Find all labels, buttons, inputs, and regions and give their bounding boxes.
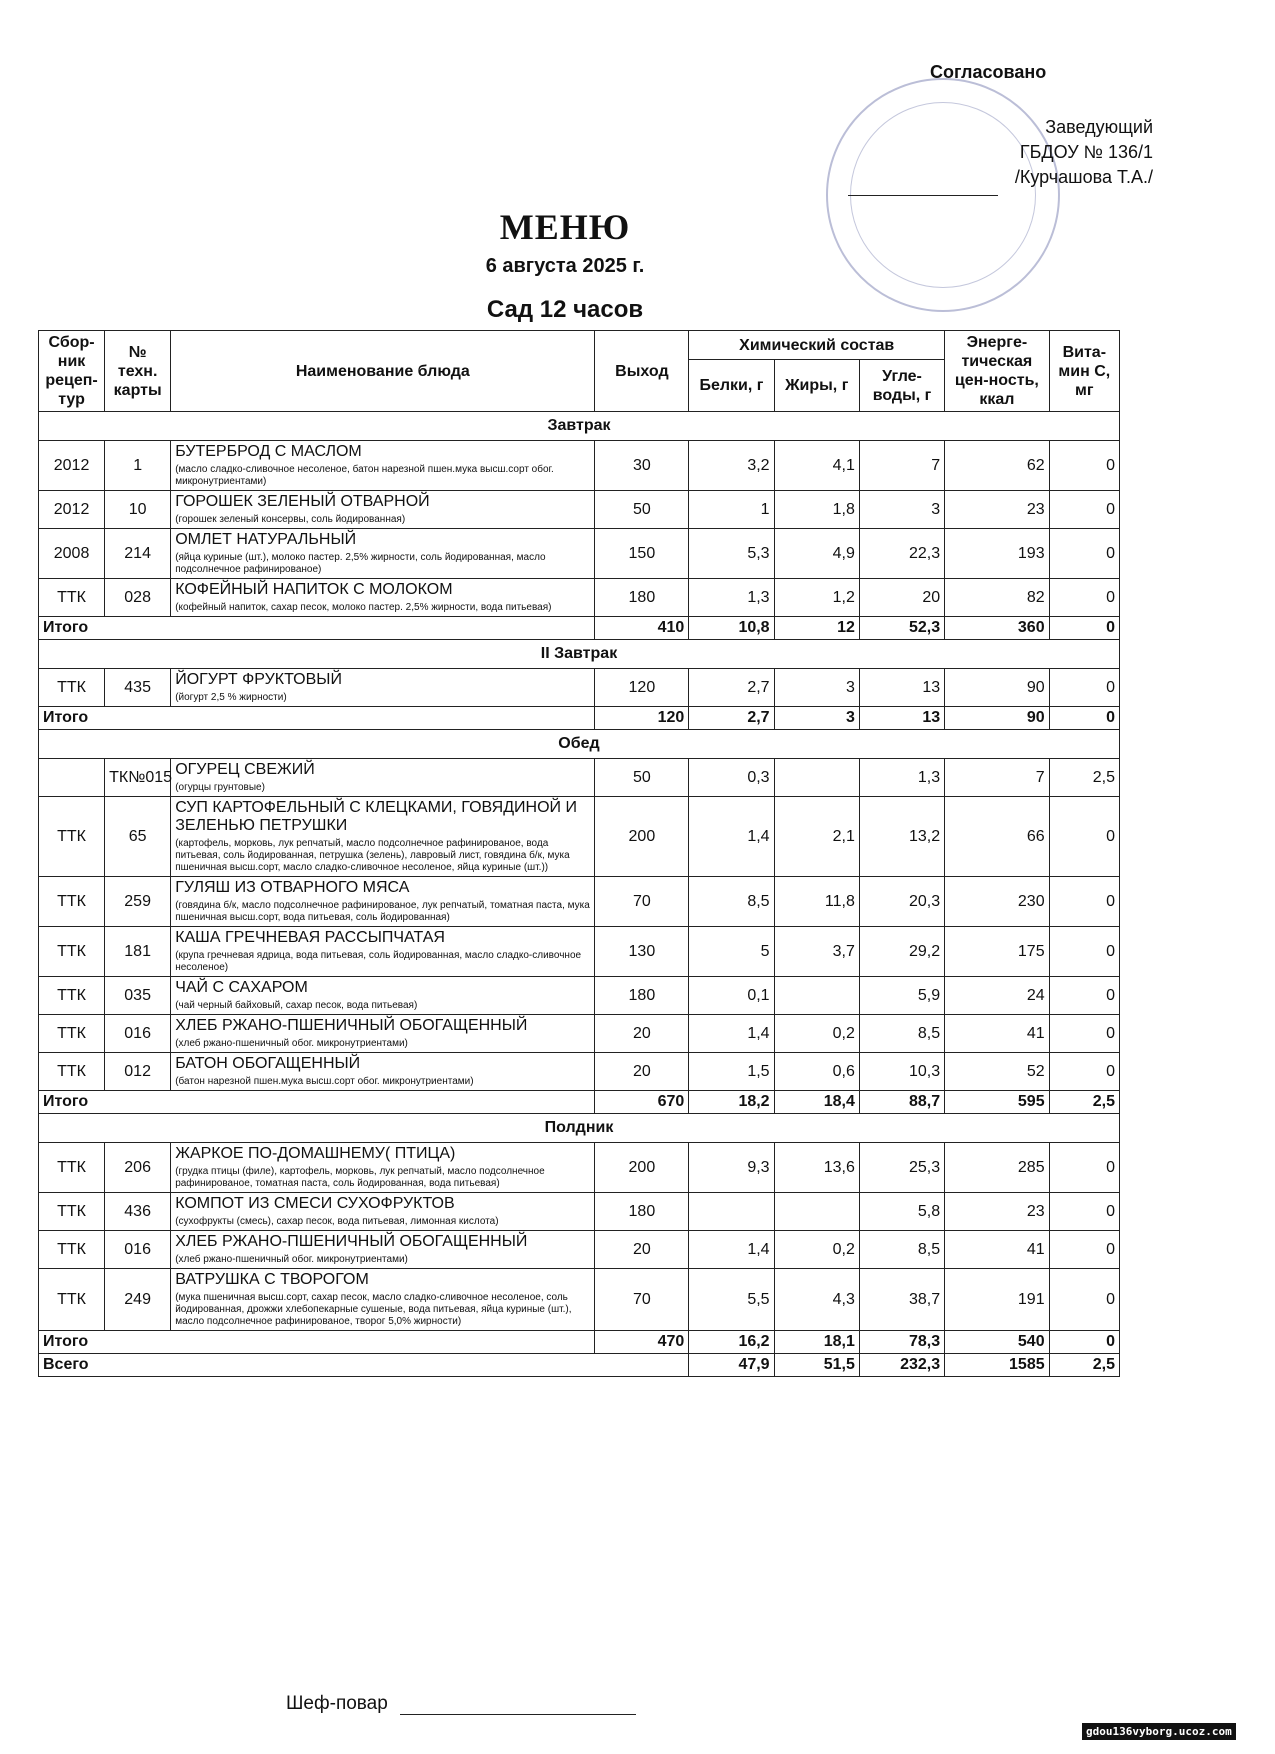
chef-label: Шеф-повар [286,1693,388,1714]
tech-card-number: 436 [105,1193,171,1231]
dish-row [39,669,1120,707]
vitamin-value: 0 [1049,1193,1119,1231]
total-row [39,707,1120,730]
recipe-collection: ТТК [39,977,105,1015]
total-fat: 3 [774,707,859,730]
menu-body [39,412,1120,1377]
dish-name: БУТЕРБРОД С МАСЛОМ [175,443,362,460]
energy-value: 23 [945,1193,1049,1231]
dish-cell [171,759,595,797]
fat-value: 0,2 [774,1015,859,1053]
recipe-collection: 2008 [39,529,105,579]
energy-value: 193 [945,529,1049,579]
tech-card-number: 016 [105,1015,171,1053]
fat-value: 2,1 [774,797,859,877]
grand-total-row [39,1354,1120,1377]
dish-name: ВАТРУШКА С ТВОРОГОМ [175,1271,369,1288]
total-vitamin: 0 [1049,1331,1119,1354]
yield-value: 70 [595,877,689,927]
yield-value: 20 [595,1015,689,1053]
dish-cell [171,669,595,707]
dish-row [39,491,1120,529]
fat-value: 3,7 [774,927,859,977]
yield-value: 150 [595,529,689,579]
energy-value: 82 [945,579,1049,617]
header-vitamin: Вита-мин С, мг [1049,331,1119,412]
vitamin-value: 0 [1049,441,1119,491]
header-collection: Сбор-ник рецеп-тур [39,331,105,412]
dish-name: ЙОГУРТ ФРУКТОВЫЙ [175,671,342,688]
protein-value: 1,3 [689,579,774,617]
total-carbs: 13 [859,707,944,730]
protein-value: 2,7 [689,669,774,707]
vitamin-value: 0 [1049,579,1119,617]
tech-card-number: 206 [105,1143,171,1193]
menu-table [38,330,1120,1377]
yield-value: 180 [595,1193,689,1231]
protein-value: 1,5 [689,1053,774,1091]
vitamin-value: 0 [1049,927,1119,977]
dish-ingredients: (батон нарезной пшен.мука высш.сорт обог. микронутриентами) [175,1076,474,1087]
dish-name: КОМПОТ ИЗ СМЕСИ СУХОФРУКТОВ [175,1195,455,1212]
dish-ingredients: (сухофрукты (смесь), сахар песок, вода питьевая, лимонная кислота) [175,1216,499,1227]
dish-row [39,759,1120,797]
total-label: Итого [39,1091,595,1114]
fat-value: 11,8 [774,877,859,927]
dish-cell [171,529,595,579]
dish-cell [171,1231,595,1269]
dish-row [39,1269,1120,1331]
dish-row [39,529,1120,579]
section-title: Завтрак [39,412,1120,441]
recipe-collection: 2012 [39,491,105,529]
header-dish: Наименование блюда [171,331,595,412]
dish-cell [171,1193,595,1231]
carbs-value: 5,9 [859,977,944,1015]
energy-value: 62 [945,441,1049,491]
vitamin-value: 0 [1049,877,1119,927]
dish-ingredients: (йогурт 2,5 % жирности) [175,692,287,703]
dish-row [39,1193,1120,1231]
carbs-value: 20,3 [859,877,944,927]
yield-value: 70 [595,1269,689,1331]
fat-value: 4,1 [774,441,859,491]
carbs-value: 20 [859,579,944,617]
tech-card-number: ТК№015 [105,759,171,797]
total-energy: 595 [945,1091,1049,1114]
yield-value: 200 [595,797,689,877]
total-energy: 540 [945,1331,1049,1354]
total-vitamin: 0 [1049,707,1119,730]
vitamin-value: 0 [1049,669,1119,707]
header-chem: Химический состав [689,331,945,360]
energy-value: 66 [945,797,1049,877]
recipe-collection: ТТК [39,1231,105,1269]
dish-cell [171,1269,595,1331]
total-vitamin: 2,5 [1049,1091,1119,1114]
grand-total-energy: 1585 [945,1354,1049,1377]
yield-value: 30 [595,441,689,491]
carbs-value: 29,2 [859,927,944,977]
tech-card-number: 259 [105,877,171,927]
recipe-collection: 2012 [39,441,105,491]
section-row [39,640,1120,669]
total-protein: 2,7 [689,707,774,730]
total-fat: 18,1 [774,1331,859,1354]
dish-cell [171,1015,595,1053]
fat-value: 4,9 [774,529,859,579]
tech-card-number: 10 [105,491,171,529]
dish-cell [171,491,595,529]
total-row [39,617,1120,640]
header-energy: Энерге-тическая цен-ность, ккал [945,331,1049,412]
recipe-collection: ТТК [39,579,105,617]
dish-ingredients: (чай черный байховый, сахар песок, вода питьевая) [175,1000,418,1011]
total-yield: 670 [595,1091,689,1114]
protein-value: 5,3 [689,529,774,579]
carbs-value: 13,2 [859,797,944,877]
header-yield: Выход [595,331,689,412]
carbs-value: 3 [859,491,944,529]
yield-value: 20 [595,1231,689,1269]
grand-total-fat: 51,5 [774,1354,859,1377]
total-carbs: 78,3 [859,1331,944,1354]
dish-name: ГОРОШЕК ЗЕЛЕНЫЙ ОТВАРНОЙ [175,493,430,510]
vitamin-value: 0 [1049,1053,1119,1091]
tech-card-number: 65 [105,797,171,877]
tech-card-number: 181 [105,927,171,977]
section-row [39,412,1120,441]
yield-value: 130 [595,927,689,977]
total-fat: 12 [774,617,859,640]
fat-value: 4,3 [774,1269,859,1331]
fat-value [774,977,859,1015]
total-label: Итого [39,617,595,640]
dish-ingredients: (яйца куриные (шт.), молоко пастер. 2,5% жирности, соль йодированная, масло подсолнечное рафинированое) [175,552,546,575]
recipe-collection: ТТК [39,797,105,877]
dish-name: КОФЕЙНЫЙ НАПИТОК С МОЛОКОМ [175,581,453,598]
total-vitamin: 0 [1049,617,1119,640]
vitamin-value: 0 [1049,1015,1119,1053]
dish-cell [171,441,595,491]
section-title: Обед [39,730,1120,759]
recipe-collection: ТТК [39,1015,105,1053]
protein-value: 5,5 [689,1269,774,1331]
total-fat: 18,4 [774,1091,859,1114]
dish-cell [171,877,595,927]
header-fat: Жиры, г [774,360,859,412]
fat-value: 13,6 [774,1143,859,1193]
total-energy: 90 [945,707,1049,730]
tech-card-number: 1 [105,441,171,491]
yield-value: 180 [595,977,689,1015]
vitamin-value: 0 [1049,797,1119,877]
energy-value: 285 [945,1143,1049,1193]
tech-card-number: 435 [105,669,171,707]
carbs-value: 7 [859,441,944,491]
signature-line [848,195,998,196]
vitamin-value: 2,5 [1049,759,1119,797]
dish-ingredients: (крупа гречневая ядрица, вода питьевая, соль йодированная, масло сладко-сливочное несоленое) [175,950,582,973]
vitamin-value: 0 [1049,529,1119,579]
dish-row [39,1143,1120,1193]
dish-row [39,1053,1120,1091]
carbs-value: 10,3 [859,1053,944,1091]
carbs-value: 25,3 [859,1143,944,1193]
energy-value: 175 [945,927,1049,977]
dish-name: ОМЛЕТ НАТУРАЛЬНЫЙ [175,531,357,548]
vitamin-value: 0 [1049,491,1119,529]
carbs-value: 5,8 [859,1193,944,1231]
protein-value: 3,2 [689,441,774,491]
grand-total-vitamin: 2,5 [1049,1354,1119,1377]
carbs-value: 8,5 [859,1015,944,1053]
total-yield: 120 [595,707,689,730]
vitamin-value: 0 [1049,1269,1119,1331]
grand-total-carbs: 232,3 [859,1354,944,1377]
yield-value: 20 [595,1053,689,1091]
recipe-collection: ТТК [39,669,105,707]
yield-value: 180 [595,579,689,617]
yield-value: 120 [595,669,689,707]
total-label: Итого [39,707,595,730]
yield-value: 200 [595,1143,689,1193]
section-row [39,1114,1120,1143]
energy-value: 23 [945,491,1049,529]
energy-value: 7 [945,759,1049,797]
tech-card-number: 012 [105,1053,171,1091]
total-protein: 16,2 [689,1331,774,1354]
tech-card-number: 028 [105,579,171,617]
recipe-collection: ТТК [39,1269,105,1331]
dish-row [39,797,1120,877]
protein-value: 1,4 [689,1231,774,1269]
dish-row [39,927,1120,977]
dish-row [39,1015,1120,1053]
section-row [39,730,1120,759]
dish-row [39,1231,1120,1269]
fat-value: 1,2 [774,579,859,617]
section-title: Полдник [39,1114,1120,1143]
total-protein: 10,8 [689,617,774,640]
dish-name: ХЛЕБ РЖАНО-ПШЕНИЧНЫЙ ОБОГАЩЕННЫЙ [175,1233,528,1250]
dish-name: КАША ГРЕЧНЕВАЯ РАССЫПЧАТАЯ [175,929,445,946]
total-energy: 360 [945,617,1049,640]
protein-value: 1 [689,491,774,529]
total-row [39,1331,1120,1354]
dish-ingredients: (хлеб ржано-пшеничный обог. микронутриентами) [175,1254,408,1265]
carbs-value: 13 [859,669,944,707]
protein-value: 0,1 [689,977,774,1015]
dish-name: ОГУРЕЦ СВЕЖИЙ [175,761,315,778]
approval-label: Согласовано [930,62,1047,82]
dish-cell [171,797,595,877]
dish-ingredients: (огурцы грунтовые) [175,782,265,793]
carbs-value: 8,5 [859,1231,944,1269]
tech-card-number: 016 [105,1231,171,1269]
dish-name: БАТОН ОБОГАЩЕННЫЙ [175,1055,361,1072]
tech-card-number: 249 [105,1269,171,1331]
approval-org: ГБДОУ № 136/1 [1019,142,1153,162]
dish-row [39,877,1120,927]
fat-value: 1,8 [774,491,859,529]
fat-value [774,1193,859,1231]
total-carbs: 52,3 [859,617,944,640]
protein-value [689,1193,774,1231]
dish-cell [171,579,595,617]
garden-mode: Сад 12 часов [486,296,644,323]
header-card: № техн. карты [105,331,171,412]
energy-value: 90 [945,669,1049,707]
fat-value: 0,2 [774,1231,859,1269]
vitamin-value: 0 [1049,1143,1119,1193]
dish-row [39,579,1120,617]
recipe-collection [39,759,105,797]
site-watermark: gdou136vyborg.ucoz.com [1082,1723,1236,1740]
header-protein: Белки, г [689,360,774,412]
energy-value: 191 [945,1269,1049,1331]
dish-cell [171,927,595,977]
recipe-collection: ТТК [39,1053,105,1091]
protein-value: 8,5 [689,877,774,927]
energy-value: 24 [945,977,1049,1015]
dish-name: ЖАРКОЕ ПО-ДОМАШНЕМУ( ПТИЦА) [175,1145,456,1162]
dish-ingredients: (хлеб ржано-пшеничный обог. микронутриентами) [175,1038,408,1049]
dish-cell [171,977,595,1015]
total-yield: 410 [595,617,689,640]
approval-block [1015,115,1153,190]
dish-ingredients: (кофейный напиток, сахар песок, молоко пастер. 2,5% жирности, вода питьевая) [175,602,552,613]
dish-cell [171,1053,595,1091]
grand-total-label: Всего [39,1354,689,1377]
dish-name: СУП КАРТОФЕЛЬНЫЙ С КЛЕЦКАМИ, ГОВЯДИНОЙ И ЗЕЛЕНЬЮ ПЕТРУШКИ [175,799,577,834]
fat-value: 3 [774,669,859,707]
dish-ingredients: (масло сладко-сливочное несоленое, батон нарезной пшен.мука высш.сорт обог. микронутриентами) [175,464,554,487]
recipe-collection: ТТК [39,1193,105,1231]
protein-value: 9,3 [689,1143,774,1193]
dish-name: ХЛЕБ РЖАНО-ПШЕНИЧНЫЙ ОБОГАЩЕННЫЙ [175,1017,528,1034]
energy-value: 41 [945,1015,1049,1053]
approval-signer: /Курчашова Т.А./ [1014,167,1153,187]
yield-value: 50 [595,491,689,529]
recipe-collection: ТТК [39,877,105,927]
section-title: II Завтрак [39,640,1120,669]
dish-name: ГУЛЯШ ИЗ ОТВАРНОГО МЯСА [175,879,410,896]
dish-row [39,977,1120,1015]
dish-cell [171,1143,595,1193]
dish-ingredients: (говядина б/к, масло подсолнечное рафинированое, лук репчатый, томатная паста, мука пшеничная высш.сорт, вода питьевая, соль йодированная) [175,900,590,923]
page-title: МЕНЮ [499,207,631,247]
menu-date: 6 августа 2025 г. [485,255,645,277]
fat-value: 0,6 [774,1053,859,1091]
total-carbs: 88,7 [859,1091,944,1114]
fat-value [774,759,859,797]
chef-signature-line [400,1714,636,1715]
dish-ingredients: (горошек зеленый консервы, соль йодированная) [175,514,406,525]
dish-ingredients: (мука пшеничная высш.сорт, сахар песок, масло сладко-сливочное несоленое, соль йодированная, дрожжи хлебопекарные сушеные, вода питьевая, яйца куриные (шт.), масло подсолнечное рафинированое, творог 5,0% жирности) [175,1292,572,1327]
tech-card-number: 035 [105,977,171,1015]
carbs-value: 38,7 [859,1269,944,1331]
recipe-collection: ТТК [39,927,105,977]
energy-value: 41 [945,1231,1049,1269]
approval-position: Заведующий [1045,117,1153,137]
dish-ingredients: (грудка птицы (филе), картофель, морковь, лук репчатый, масло подсолнечное рафинированое, томатная паста, соль йодированная, вода питьевая) [175,1166,545,1189]
grand-total-protein: 47,9 [689,1354,774,1377]
yield-value: 50 [595,759,689,797]
dish-ingredients: (картофель, морковь, лук репчатый, масло подсолнечное рафинированое, вода питьевая, соль йодированная, петрушка (зелень), лавровый лист, говядина б/к, мука пшеничная высш.сорт, масло сладко-сливочное несоленое, яйца куриные (шт.)) [175,838,570,873]
header-carbs: Угле-воды, г [859,360,944,412]
carbs-value: 1,3 [859,759,944,797]
total-label: Итого [39,1331,595,1354]
total-protein: 18,2 [689,1091,774,1114]
total-yield: 470 [595,1331,689,1354]
dish-row [39,441,1120,491]
recipe-collection: ТТК [39,1143,105,1193]
protein-value: 0,3 [689,759,774,797]
protein-value: 5 [689,927,774,977]
vitamin-value: 0 [1049,1231,1119,1269]
vitamin-value: 0 [1049,977,1119,1015]
total-row [39,1091,1120,1114]
energy-value: 230 [945,877,1049,927]
carbs-value: 22,3 [859,529,944,579]
tech-card-number: 214 [105,529,171,579]
energy-value: 52 [945,1053,1049,1091]
dish-name: ЧАЙ С САХАРОМ [175,979,308,996]
protein-value: 1,4 [689,1015,774,1053]
protein-value: 1,4 [689,797,774,877]
